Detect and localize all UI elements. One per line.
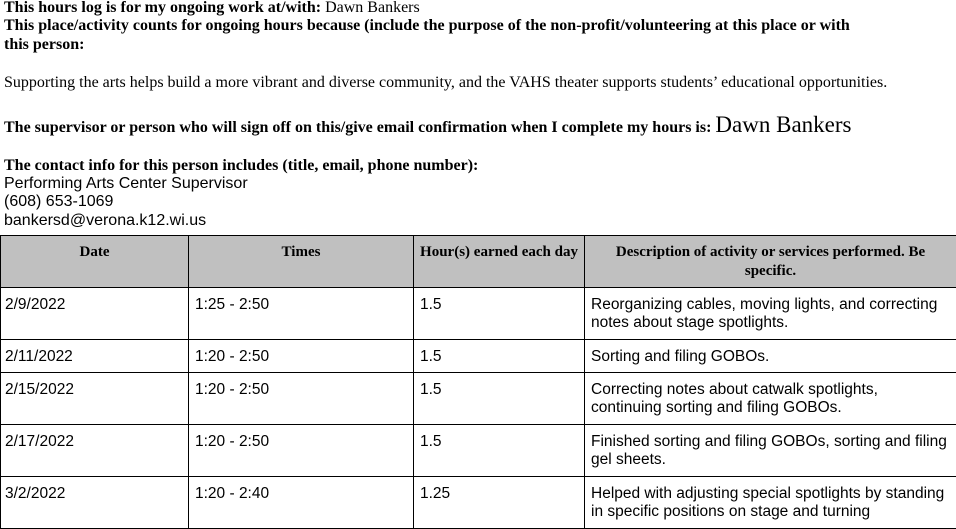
cell-hours: 1.5 xyxy=(414,373,585,425)
contact-phone: (608) 653-1069 xyxy=(4,192,113,211)
cell-times: 1:25 - 2:50 xyxy=(189,288,414,340)
column-header-description: Description of activity or services performed. Be specific. xyxy=(585,236,956,288)
reason-label-line1: This place/activity counts for ongoing hours because (include the purpose of the non-profit/volunteering at this place or with xyxy=(4,16,850,35)
cell-hours: 1.25 xyxy=(414,477,585,529)
contact-label: The contact info for this person includes (title, email, phone number): xyxy=(4,156,478,175)
cell-times: 1:20 - 2:40 xyxy=(189,477,414,529)
reason-label-line2: this person: xyxy=(4,35,84,54)
hours-log-table xyxy=(0,235,956,529)
work-line xyxy=(4,0,420,17)
supervisor-name: Dawn Bankers xyxy=(715,112,851,137)
cell-times: 1:20 - 2:50 xyxy=(189,425,414,477)
cell-description: Sorting and filing GOBOs. xyxy=(585,340,956,373)
table-header-row xyxy=(1,236,956,288)
cell-description: Correcting notes about catwalk spotlights, continuing sorting and filing GOBOs. xyxy=(585,373,956,425)
cell-times: 1:20 - 2:50 xyxy=(189,373,414,425)
column-header-times: Times xyxy=(189,236,414,288)
cell-date: 2/9/2022 xyxy=(1,288,189,340)
cell-hours: 1.5 xyxy=(414,340,585,373)
work-value: Dawn Bankers xyxy=(325,0,420,16)
work-label: This hours log is for my ongoing work at/with: xyxy=(4,0,321,16)
table-row xyxy=(1,425,956,477)
contact-title: Performing Arts Center Supervisor xyxy=(4,174,248,193)
cell-date: 2/11/2022 xyxy=(1,340,189,373)
table-row xyxy=(1,288,956,340)
cell-date: 2/15/2022 xyxy=(1,373,189,425)
column-header-date: Date xyxy=(1,236,189,288)
cell-hours: 1.5 xyxy=(414,288,585,340)
cell-date: 3/2/2022 xyxy=(1,477,189,529)
cell-date: 2/17/2022 xyxy=(1,425,189,477)
supervisor-label: The supervisor or person who will sign off on this/give email confirmation when I complete my hours is: xyxy=(4,119,711,136)
cell-description: Helped with adjusting special spotlights by standing in specific positions on stage and turning xyxy=(585,477,956,529)
cell-hours: 1.5 xyxy=(414,425,585,477)
contact-email: bankersd@verona.k12.wi.us xyxy=(4,211,206,230)
table-row xyxy=(1,340,956,373)
supervisor-line xyxy=(4,112,851,141)
table-row xyxy=(1,477,956,529)
cell-times: 1:20 - 2:50 xyxy=(189,340,414,373)
column-header-hours: Hour(s) earned each day xyxy=(414,236,585,288)
cell-description: Finished sorting and filing GOBOs, sorting and filing gel sheets. xyxy=(585,425,956,477)
cell-description: Reorganizing cables, moving lights, and correcting notes about stage spotlights. xyxy=(585,288,956,340)
reason-text: Supporting the arts helps build a more vibrant and diverse community, and the VAHS theater supports students’ educational opportunities. xyxy=(4,73,887,92)
table-row xyxy=(1,373,956,425)
